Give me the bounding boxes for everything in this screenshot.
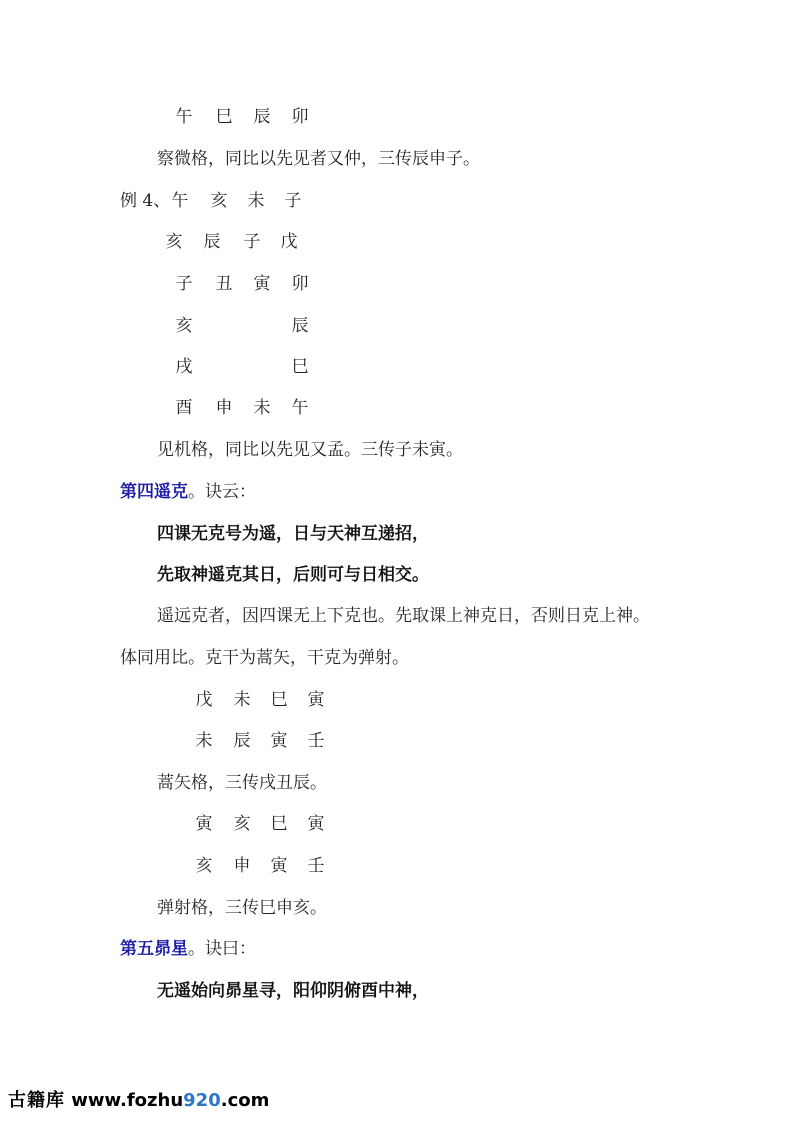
char: 丑 [215,274,233,294]
char: 申 [233,856,251,876]
char: 子 [175,274,193,294]
row-g1 [192,688,352,712]
char: 巳 [215,107,233,127]
row-8 [172,396,332,420]
char: 亥 [195,856,213,876]
char: 寅 [253,274,271,294]
verse: 四课无克号为遥，日与天神互递招， [157,524,429,544]
char: 午 [171,191,189,211]
char: 亥 [210,191,228,211]
char: 午 [175,107,193,127]
char: 卯 [291,107,309,127]
char: 未 [233,690,251,710]
char: 酉 [175,398,193,418]
char: 亥 [233,814,251,834]
char: 辰 [291,316,309,336]
char: 寅 [195,814,213,834]
char: 子 [284,191,302,211]
row-6 [172,314,332,338]
char: 申 [215,398,233,418]
paragraph: 察微格，同比以先见者又仲，三传辰申子。 [157,149,480,169]
row-4 [162,230,322,254]
row-g3 [192,812,352,836]
verse: 先取神遥克其日，后则可与日相交。 [157,565,429,585]
verse: 无遥始向昴星寻，阳仰阴俯酉中神， [157,981,429,1001]
example-label: 例 4、 [120,191,171,211]
row-7 [172,355,332,379]
char: 亥 [165,232,183,252]
site-url: www.fozhu [65,1090,184,1111]
char: 戊 [195,690,213,710]
char: 午 [291,398,309,418]
char: 寅 [307,690,325,710]
char: 巳 [270,814,288,834]
char: 壬 [307,731,325,751]
row-g4 [192,854,352,878]
site-url-suffix: .com [220,1090,270,1111]
section-heading [120,937,256,961]
char: 戊 [280,232,298,252]
char: 亥 [175,316,193,336]
char: 辰 [233,731,251,751]
paragraph: 体同用比。克干为蒿矢，干克为弹射。 [120,648,409,668]
section-intro: 。诀云： [188,482,256,502]
paragraph: 弹射格，三传巳申亥。 [157,898,327,918]
paragraph: 蒿矢格，三传戌丑辰。 [157,773,327,793]
site-url-number: 920 [183,1090,221,1111]
section-title: 第五昴星 [120,939,188,959]
site-brand: 古籍库 [8,1090,65,1111]
row-1 [172,105,332,129]
row-5 [172,272,332,296]
char: 辰 [253,107,271,127]
row-g2 [192,729,352,753]
char: 寅 [270,856,288,876]
paragraph: 见机格，同比以先见又孟。三传子未寅。 [157,440,463,460]
char: 未 [247,191,265,211]
char: 巳 [291,357,309,377]
site-watermark [8,1089,269,1113]
section-heading [120,480,256,504]
section-intro: 。诀曰： [188,939,256,959]
section-title: 第四遥克 [120,482,188,502]
char: 辰 [203,232,221,252]
char: 寅 [270,731,288,751]
row-3 [168,189,328,213]
char: 壬 [307,856,325,876]
char: 未 [195,731,213,751]
char: 巳 [270,690,288,710]
char: 子 [243,232,261,252]
char: 寅 [307,814,325,834]
char: 卯 [291,274,309,294]
paragraph: 遥远克者，因四课无上下克也。先取课上神克日，否则日克上神。 [157,606,650,626]
char: 未 [253,398,271,418]
char: 戌 [175,357,193,377]
